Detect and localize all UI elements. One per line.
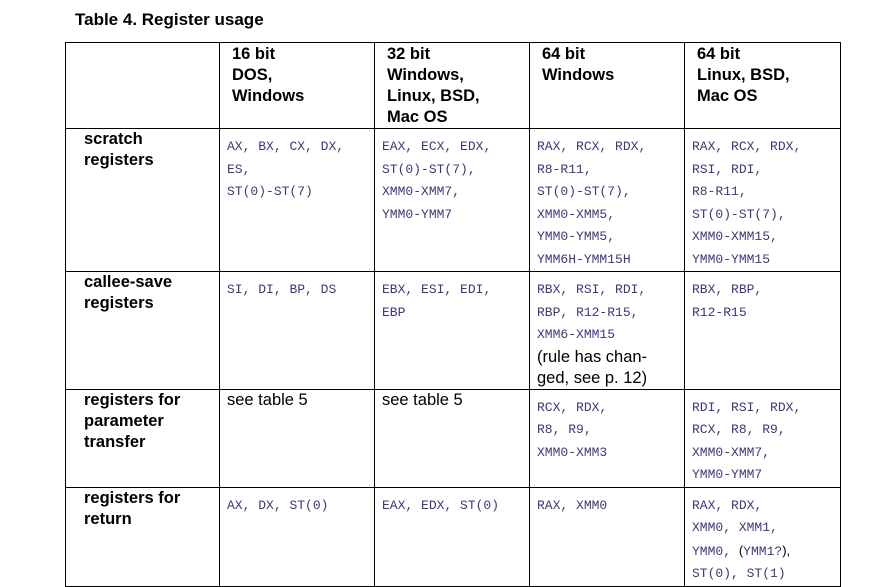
separator: -: [731, 206, 739, 222]
register-line: [382, 204, 529, 227]
register-line: [692, 540, 840, 564]
register-line: [692, 464, 840, 487]
separator: ,: [273, 282, 290, 297]
register-name: YMM15: [731, 251, 771, 267]
separator: -: [413, 184, 422, 199]
register-name: YMM0: [537, 229, 569, 244]
register-line: [537, 159, 684, 182]
register-name: YMM5: [576, 229, 608, 244]
register-name: RBX: [692, 282, 716, 297]
separator: -: [568, 206, 577, 222]
register-name: ESI: [421, 282, 445, 297]
register-line: [692, 397, 840, 420]
register-name: EBX: [382, 282, 406, 297]
register-name: YMM0: [382, 206, 414, 222]
register-line: [537, 136, 684, 159]
register-line: [692, 517, 840, 540]
register-cell: [220, 272, 375, 390]
register-name: XMM3: [576, 444, 608, 460]
register-name: EAX: [382, 497, 406, 513]
separator: ,: [754, 399, 771, 415]
separator: ,: [715, 497, 732, 513]
separator: ,: [467, 161, 476, 177]
register-cell: [220, 129, 375, 272]
register-name: XMM0: [537, 206, 569, 222]
register-name: DX: [258, 497, 274, 513]
register-line: [382, 495, 529, 518]
register-name: XMM0: [692, 444, 724, 460]
register-name: XMM7: [731, 444, 763, 460]
register-name: RAX: [692, 497, 716, 513]
col-header-line: 64 bit: [697, 45, 741, 63]
col-header-line: Linux, BSD,: [697, 66, 790, 84]
col-header-32bit: [375, 43, 530, 129]
register-line: [692, 136, 840, 159]
register-name: BP: [289, 282, 306, 297]
separator: -: [576, 184, 584, 199]
col-header-64bit-unix: [685, 43, 841, 129]
col-header-line: DOS,: [232, 66, 273, 84]
separator: ),: [782, 542, 791, 558]
row-label-line: return: [84, 509, 132, 528]
register-name: DI: [258, 282, 274, 297]
separator: ,: [242, 282, 259, 297]
separator: ,: [599, 139, 616, 154]
separator: ,: [583, 161, 592, 177]
separator: ,: [723, 520, 739, 535]
register-line: [382, 136, 529, 159]
register-cell: [220, 487, 375, 586]
register-name: RAX: [537, 139, 561, 154]
register-line: [692, 249, 840, 272]
register-cell: [530, 272, 685, 390]
col-header-line: Linux, BSD,: [387, 87, 480, 105]
register-name: R8: [537, 161, 553, 177]
register-line: [382, 159, 529, 182]
register-name: YMM7: [421, 206, 453, 222]
separator: ,: [738, 184, 747, 199]
separator: ,: [273, 497, 290, 513]
register-cell: [530, 129, 685, 272]
col-header-64bit-windows: [530, 43, 685, 129]
register-name: R8: [731, 422, 747, 437]
separator: ,: [599, 399, 608, 415]
register-name: DX: [320, 139, 337, 154]
col-header-16bit: [220, 43, 375, 129]
row-callee-save-registers: [66, 272, 841, 390]
separator: ,: [793, 139, 802, 154]
register-name: R9: [568, 422, 584, 437]
separator: ,: [560, 282, 577, 297]
row-label-line: registers for: [84, 488, 181, 507]
separator: ,: [715, 399, 732, 415]
register-name: YMM0: [692, 467, 724, 482]
separator: ,: [754, 497, 763, 513]
register-name: RSI: [692, 161, 716, 177]
separator: ,: [731, 566, 747, 581]
register-line: [692, 563, 840, 586]
register-line: [382, 279, 529, 302]
register-line: [537, 226, 684, 249]
separator: -: [568, 327, 577, 342]
separator: -: [568, 444, 577, 460]
register-name: RDX: [770, 399, 794, 415]
separator: ,: [444, 139, 461, 154]
register-name: ST(0): [227, 184, 267, 199]
register-line: [537, 204, 684, 227]
row-label-line: parameter: [84, 411, 164, 430]
register-name: RSI: [731, 399, 755, 415]
register-usage-table: [65, 42, 841, 587]
register-line: [382, 302, 529, 325]
row-label-line: callee-save: [84, 273, 173, 291]
register-name: RSI: [576, 282, 600, 297]
separator: ,: [405, 282, 422, 297]
register-line: [692, 442, 840, 465]
col-header-line: 32 bit: [387, 45, 431, 63]
register-line: [537, 181, 684, 204]
register-name: RBP: [537, 304, 561, 320]
register-name: ST(7): [583, 184, 623, 199]
register-line: [537, 302, 684, 325]
header-row: [66, 43, 841, 129]
register-name: R9: [762, 422, 778, 437]
register-name: ST(0): [289, 497, 329, 513]
register-line: [537, 324, 684, 347]
corner-cell: [66, 43, 220, 129]
row-label-line: registers: [84, 151, 154, 169]
register-cell: [375, 487, 530, 586]
separator: ,: [336, 139, 345, 154]
col-header-line: Windows,: [387, 66, 464, 84]
register-line: [227, 279, 374, 302]
register-name: ST(1): [746, 566, 786, 581]
register-line: [692, 302, 840, 325]
register-name: RBP: [731, 282, 755, 297]
separator: -: [576, 251, 584, 267]
separator: ,: [715, 139, 732, 154]
separator: -: [413, 206, 422, 222]
separator: ,: [754, 139, 771, 154]
register-name: ST(0): [692, 566, 732, 581]
register-cell: [685, 487, 841, 586]
register-name: XMM1: [738, 520, 771, 535]
row-label-cell: [66, 487, 220, 586]
register-cell: [375, 389, 530, 487]
register-name: RCX: [576, 139, 600, 154]
register-cell: [530, 389, 685, 487]
register-name: RCX: [537, 399, 561, 415]
register-name: AX: [227, 497, 243, 513]
separator: ,: [777, 422, 786, 437]
register-name: SI: [227, 282, 243, 297]
register-line: [692, 419, 840, 442]
register-name: CX: [289, 139, 306, 154]
separator: ,: [770, 520, 778, 535]
cell-text: see table 5: [382, 390, 463, 409]
row-label-line: scratch: [84, 130, 143, 148]
separator: ,: [793, 399, 802, 415]
separator: -: [599, 304, 608, 320]
register-cell: [685, 389, 841, 487]
register-name: R11: [560, 161, 584, 177]
register-line: [227, 495, 374, 518]
register-name: R11: [715, 184, 739, 199]
register-name: XMM0: [382, 184, 414, 199]
separator: ,: [770, 229, 778, 244]
register-name: EDX: [460, 139, 484, 154]
register-name: XMM15: [576, 327, 616, 342]
separator: -: [421, 161, 429, 177]
separator: ,: [746, 422, 763, 437]
separator: ,: [607, 206, 616, 222]
register-name: DS: [320, 282, 337, 297]
register-name: ST(0): [692, 206, 732, 222]
register-name: ST(7): [273, 184, 313, 199]
separator: (: [738, 542, 744, 558]
row-label-cell: [66, 272, 220, 390]
register-cell: [375, 129, 530, 272]
separator: ,: [638, 139, 647, 154]
register-name: RCX: [731, 139, 755, 154]
separator: ,: [405, 497, 422, 513]
separator: ,: [754, 282, 763, 297]
separator: -: [266, 184, 274, 199]
register-name: R8: [692, 184, 708, 199]
register-name: ST(7): [428, 161, 468, 177]
separator: ,: [762, 444, 771, 460]
register-cell: [685, 272, 841, 390]
separator: ,: [715, 282, 732, 297]
separator: ,: [723, 543, 739, 559]
register-line: [227, 181, 374, 204]
register-cell: [530, 487, 685, 586]
row-scratch-registers: [66, 129, 841, 272]
register-name: RDX: [615, 139, 639, 154]
register-cell: [685, 129, 841, 272]
register-name: EDX: [421, 497, 445, 513]
register-line: [692, 495, 840, 518]
register-line: [692, 159, 840, 182]
register-name: ST(0): [382, 161, 422, 177]
register-name: RDI: [731, 161, 755, 177]
register-name: RBX: [537, 282, 561, 297]
separator: ,: [552, 422, 569, 437]
register-line: [537, 495, 684, 518]
separator: -: [723, 467, 732, 482]
separator: -: [568, 229, 577, 244]
register-name: YMM15H: [583, 251, 631, 267]
register-name: AX: [227, 139, 243, 154]
row-parameter-transfer: [66, 389, 841, 487]
register-name: BX: [258, 139, 274, 154]
register-name: XMM5: [576, 206, 608, 222]
register-name: ES: [227, 161, 243, 177]
register-name: XMM0: [576, 497, 608, 513]
register-cell: [375, 272, 530, 390]
separator: ,: [560, 304, 577, 320]
register-name: R15: [607, 304, 631, 320]
separator: -: [723, 251, 732, 267]
separator: ,: [754, 161, 763, 177]
register-line: [537, 442, 684, 465]
register-line: [227, 159, 374, 182]
register-name: RDX: [576, 399, 600, 415]
col-header-line: Mac OS: [387, 108, 448, 126]
separator: ,: [483, 282, 492, 297]
separator: ,: [777, 206, 786, 222]
register-name: R8: [537, 422, 553, 437]
register-name: EDI: [460, 282, 484, 297]
register-line: [537, 249, 684, 272]
separator: ,: [242, 139, 259, 154]
register-name: ST(7): [738, 206, 778, 222]
register-line: [692, 204, 840, 227]
register-name: ST(0): [537, 184, 577, 199]
separator: -: [723, 444, 732, 460]
separator: ,: [715, 161, 732, 177]
register-name: XMM0: [692, 229, 724, 244]
row-label-cell: [66, 129, 220, 272]
col-header-line: Mac OS: [697, 87, 758, 105]
col-header-line: 64 bit: [542, 45, 586, 63]
col-header-line: Windows: [232, 87, 305, 105]
separator: ,: [444, 282, 461, 297]
register-name: EBP: [382, 304, 406, 320]
register-name: XMM0: [537, 444, 569, 460]
separator: ,: [622, 184, 631, 199]
register-name: YMM0: [692, 251, 724, 267]
register-cell: [220, 389, 375, 487]
row-return-registers: [66, 487, 841, 586]
separator: ,: [560, 139, 577, 154]
register-name: RDX: [731, 497, 755, 513]
separator: ,: [599, 282, 616, 297]
register-line: [227, 136, 374, 159]
separator: -: [723, 229, 732, 244]
register-line: [537, 419, 684, 442]
register-name: R15: [723, 304, 747, 320]
separator: ,: [630, 304, 639, 320]
row-label-line: registers for: [84, 390, 181, 409]
separator: -: [552, 161, 561, 177]
separator: ,: [452, 184, 461, 199]
separator: ,: [444, 497, 461, 513]
register-line: [537, 397, 684, 420]
separator: ,: [560, 497, 577, 513]
col-header-line: 16 bit: [232, 45, 276, 63]
separator: ,: [583, 422, 592, 437]
register-name: XMM15: [731, 229, 771, 244]
table-caption: Table 4. Register usage: [75, 10, 264, 29]
register-name: EAX: [382, 139, 406, 154]
register-name: XMM0: [692, 520, 724, 535]
separator: ,: [483, 139, 492, 154]
register-name: XMM6: [537, 327, 569, 342]
col-header-line: Windows: [542, 66, 615, 84]
register-name: ST(0): [460, 497, 500, 513]
row-label-line: registers: [84, 294, 154, 312]
register-name: RAX: [692, 139, 716, 154]
register-name: RDI: [615, 282, 639, 297]
separator: -: [707, 184, 716, 199]
cell-note: ged, see p. 12): [537, 368, 648, 387]
register-name: R12: [576, 304, 600, 320]
register-name: YMM1?: [743, 543, 783, 559]
separator: ,: [560, 399, 577, 415]
register-name: YMM6H: [537, 251, 577, 267]
separator: ,: [305, 139, 321, 154]
register-line: [382, 181, 529, 204]
register-name: R12: [692, 304, 716, 320]
separator: ,: [715, 422, 732, 437]
separator: -: [715, 304, 724, 320]
register-line: [692, 279, 840, 302]
separator: ,: [305, 282, 321, 297]
separator: ,: [405, 139, 422, 154]
separator: ,: [242, 161, 251, 177]
separator: ,: [242, 497, 259, 513]
register-name: RDX: [770, 139, 794, 154]
register-name: YMM0: [692, 543, 724, 559]
cell-note: (rule has chan-: [537, 347, 648, 366]
register-name: RCX: [692, 422, 716, 437]
separator: ,: [607, 229, 616, 244]
register-line: [692, 226, 840, 249]
register-name: RAX: [537, 497, 561, 513]
separator: ,: [273, 139, 290, 154]
cell-text: see table 5: [227, 390, 308, 409]
register-name: ECX: [421, 139, 445, 154]
row-label-cell: [66, 389, 220, 487]
register-name: YMM7: [731, 467, 763, 482]
separator: ,: [638, 282, 647, 297]
register-name: XMM7: [421, 184, 453, 199]
row-label-line: transfer: [84, 432, 146, 451]
register-line: [537, 279, 684, 302]
register-name: RDI: [692, 399, 716, 415]
register-line: [692, 181, 840, 204]
